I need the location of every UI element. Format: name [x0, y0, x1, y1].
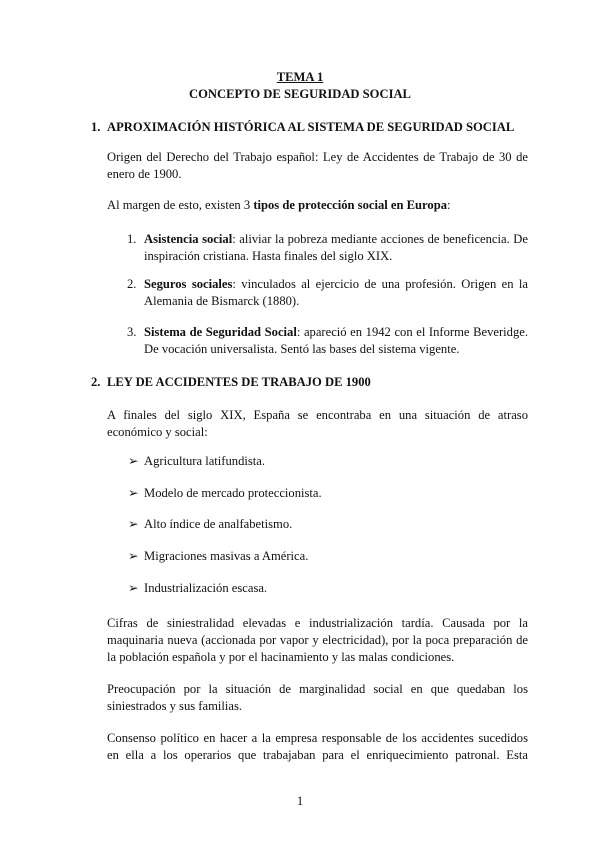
- section-number: 2.: [91, 375, 101, 389]
- document-subtitle: CONCEPTO DE SEGURIDAD SOCIAL: [189, 87, 411, 101]
- bold-text: tipos de protección social en Europa: [253, 198, 448, 212]
- text: : apareció en 1942 con el Informe Beveridge. De vocación universalista. Sentó las bases del sistema vigente.: [144, 325, 528, 356]
- paragraph: Preocupación por la situación de marginalidad social en que quedaban los siniestrados y sus familias.: [107, 682, 528, 713]
- text: : aliviar la pobreza mediante acciones de beneficencia. De inspiración cristiana. Hasta finales del siglo XIX.: [144, 232, 528, 263]
- list-number: 1.: [127, 232, 137, 246]
- list-number: 3.: [127, 325, 137, 339]
- bold-term: Asistencia social: [144, 232, 233, 246]
- section-title: LEY DE ACCIDENTES DE TRABAJO DE 1900: [107, 375, 371, 389]
- arrowhead-bullet-icon: ➢: [128, 549, 139, 563]
- list-text: [144, 276, 528, 310]
- bullet-text: Agricultura latifundista.: [144, 454, 266, 468]
- bullet-text: Industrialización escasa.: [144, 581, 268, 595]
- bullet-text: Alto índice de analfabetismo.: [144, 517, 293, 531]
- section-number: 1.: [91, 120, 101, 134]
- list-text: [144, 231, 528, 265]
- bullet-text: Migraciones masivas a América.: [144, 549, 309, 563]
- page-number: 1: [296, 794, 304, 808]
- paragraph: [107, 197, 528, 214]
- text: :: [447, 198, 451, 212]
- document-title: TEMA 1: [276, 70, 324, 84]
- arrowhead-bullet-icon: ➢: [128, 454, 139, 468]
- bullet-text: Modelo de mercado proteccionista.: [144, 486, 322, 500]
- list-number: 2.: [127, 277, 137, 291]
- paragraph: Cifras de siniestralidad elevadas e industrialización tardía. Causada por la maquinaria nueva (accionada por vapor y electricidad), por la poca preparación de la población española y por el hacinamiento y las malas condiciones.: [107, 616, 528, 664]
- arrowhead-bullet-icon: ➢: [128, 517, 139, 531]
- paragraph: Origen del Derecho del Trabajo español: Ley de Accidentes de Trabajo de 30 de enero de 1900.: [107, 150, 528, 181]
- arrowhead-bullet-icon: ➢: [128, 486, 139, 500]
- list-text: [144, 324, 528, 358]
- paragraph: Consenso político en hacer a la empresa responsable de los accidentes sucedidos en ella a los operarios que trabajaban para el enriquecimiento patronal. Esta: [107, 731, 528, 762]
- bold-term: Sistema de Seguridad Social: [144, 325, 297, 339]
- bold-term: Seguros sociales: [144, 277, 233, 291]
- paragraph: A finales del siglo XIX, España se encontraba en una situación de atraso económico y social:: [107, 408, 528, 439]
- text: Al margen de esto, existen 3: [107, 198, 254, 212]
- section-title: APROXIMACIÓN HISTÓRICA AL SISTEMA DE SEGURIDAD SOCIAL: [107, 120, 515, 134]
- text: : vinculados al ejercicio de una profesión. Origen en la Alemania de Bismarck (1880).: [144, 277, 528, 308]
- arrowhead-bullet-icon: ➢: [128, 581, 139, 595]
